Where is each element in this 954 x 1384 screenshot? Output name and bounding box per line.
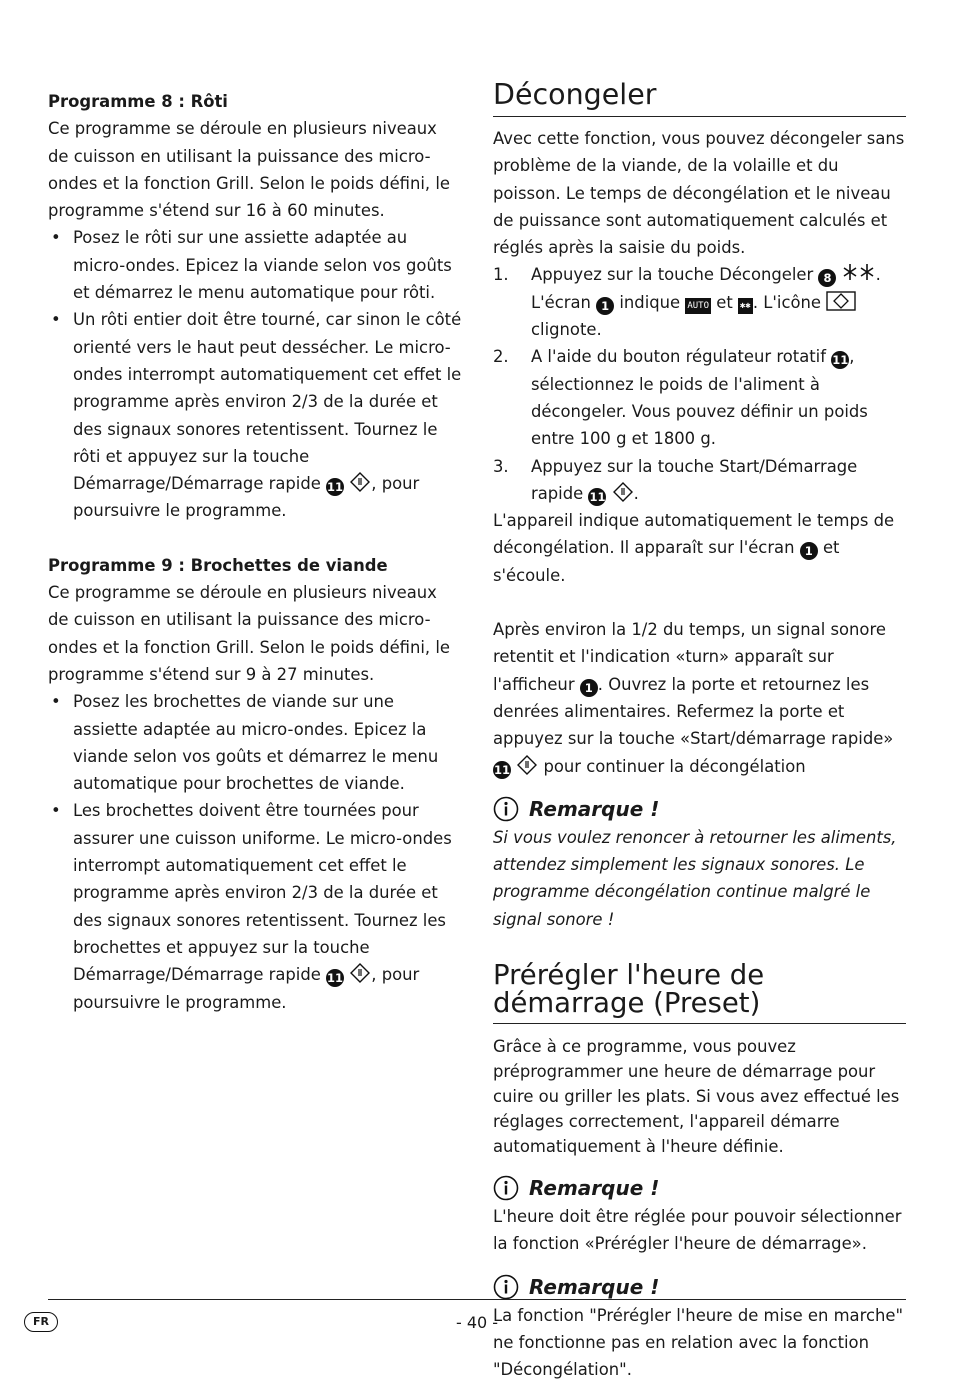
list-item: • Posez le rôti sur une assiette adaptée au micro-ondes. Epicez la viande selon vos goûts et démarrez le menu automatique pour rôti.	[48, 224, 462, 306]
preset-note1-heading: Remarque !	[493, 1173, 906, 1203]
prog8-body: Ce programme se déroule en plusieurs niveaux de cuisson en utilisant la puissance des micro-ondes et la fonction Grill. Selon le poids défini, le programme s'étend sur 16 à 60 minutes.	[48, 119, 450, 221]
ref-knob-badge: 11	[493, 762, 510, 777]
preset-note2-text: La fonction "Prérégler l'heure de mise en marche" ne fonctionne pas en relation avec la fonction "Décongélation".	[493, 1305, 903, 1380]
list-item: 2. A l'aide du bouton régulateur rotatif 11, sélectionnez le poids de l'aliment à décongeler. Vous pouvez définir un poids entre 100 g et 1800 g.	[493, 347, 868, 449]
list-item: • Les brochettes doivent être tournées pour assurer une cuisson uniforme. Le micro-ondes interrompt automatiquement cet effet le programme après environ 2/3 de la durée et des signaux sonores retentissent. Tournez les brochettes et appuyez sur la touche Démarrage/Démarrage rapide 11 , pour poursuivre le programme.	[48, 797, 462, 1015]
info-icon	[493, 1175, 519, 1201]
ref-defrost-key-badge: 8	[818, 269, 836, 287]
start-diamond-icon	[826, 291, 856, 311]
info-icon	[493, 1274, 519, 1300]
start-diamond-icon	[349, 472, 371, 492]
start-diamond-icon	[612, 482, 634, 502]
preset-intro: Grâce à ce programme, vous pouvez préprogrammer une heure de démarrage pour cuire ou griller les plats. Si vous avez effectué les réglages correctement, l'appareil démarre automatiquement à l'heure définie.	[493, 1037, 900, 1157]
prog8-list	[48, 224, 462, 524]
defrost-display-icon: ✱✱	[738, 298, 753, 314]
page-number: - 40 -	[455, 1313, 499, 1332]
preset-note1-text: L'heure doit être réglée pour pouvoir sélectionner la fonction «Prérégler l'heure de démarrage».	[493, 1207, 902, 1254]
defrost-snowflake-icon	[842, 262, 876, 282]
ref-knob-badge: 11	[327, 480, 344, 495]
start-diamond-icon	[349, 963, 371, 983]
list-item: • Posez les brochettes de viande sur une assiette adaptée au micro-ondes. Epicez la viande selon vos goûts et démarrez le menu automatique pour brochettes de viande.	[48, 688, 462, 797]
prog8-heading: Programme 8 : Rôti	[48, 92, 228, 111]
preset-note2-heading: Remarque !	[493, 1272, 906, 1302]
ref-knob-badge: 11	[832, 353, 849, 368]
prog9-list	[48, 688, 462, 1016]
language-badge: FR	[24, 1312, 58, 1332]
footer-divider	[48, 1299, 906, 1300]
list-item: 3. Appuyez sur la touche Start/Démarrage rapide 11 .	[493, 456, 858, 504]
preset-title: Prérégler l'heure de démarrage (Preset)	[493, 961, 906, 1024]
ref-display-badge: 1	[580, 679, 598, 697]
list-item: • Un rôti entier doit être tourné, car sinon le côté orienté vers le haut peut dessécher. Le micro-ondes interrompt automatiquement cet effet le programme après environ 2/3 de la durée et des signaux sonores retentissent. Tournez le rôti et appuyez sur la touche Démarrage/Démarrage rapide 11 , pour poursuivre le programme.	[48, 306, 462, 524]
list-item: 1. Appuyez sur la touche Décongeler 8 . L'écran 1 indique AUTO et ✱✱ . L'icône clignote.	[493, 261, 906, 343]
ref-display-badge: 1	[596, 297, 614, 315]
ref-display-badge: 1	[800, 542, 818, 560]
right-column	[493, 80, 906, 1384]
left-column	[48, 88, 462, 1016]
defrost-half-text: Après environ la 1/2 du temps, un signal sonore retentit et l'indication «turn» apparaît sur l'afficheur 1 . Ouvrez la porte et retournez les denrées alimentaires. Refermez la porte et appuyez sur la touche «Start/démarrage rapide» 11 pour continuer la décongélation	[493, 620, 894, 777]
defrost-note-text: Si vous voulez renoncer à retourner les aliments, attendez simplement les signaux sonores. Le programme décongélation continue malgré le signal sonore !	[493, 827, 897, 929]
defrost-auto-text: L'appareil indique automatiquement le temps de décongélation. Il apparaît sur l'écran 1 et s'écoule.	[493, 511, 895, 585]
defrost-note-heading: Remarque !	[493, 794, 906, 824]
defrost-steps	[493, 261, 906, 507]
ref-knob-badge: 11	[327, 971, 344, 986]
prog9-heading: Programme 9 : Brochettes de viande	[48, 555, 388, 575]
auto-display-icon: AUTO	[685, 298, 711, 314]
defrost-intro: Avec cette fonction, vous pouvez décongeler sans problème de la viande, de la volaille et du poisson. Le temps de décongélation et le niveau de puissance sont automatiquement calculés et réglés après la saisie du poids.	[493, 129, 905, 258]
prog9-body: Ce programme se déroule en plusieurs niveaux de cuisson en utilisant la puissance des micro-ondes et la fonction Grill. Selon le poids défini, le programme s'étend sur 9 à 27 minutes.	[48, 583, 450, 684]
ref-knob-badge: 11	[589, 489, 606, 504]
info-icon	[493, 796, 519, 822]
defrost-title: Décongeler	[493, 80, 906, 117]
start-diamond-icon	[516, 755, 538, 775]
